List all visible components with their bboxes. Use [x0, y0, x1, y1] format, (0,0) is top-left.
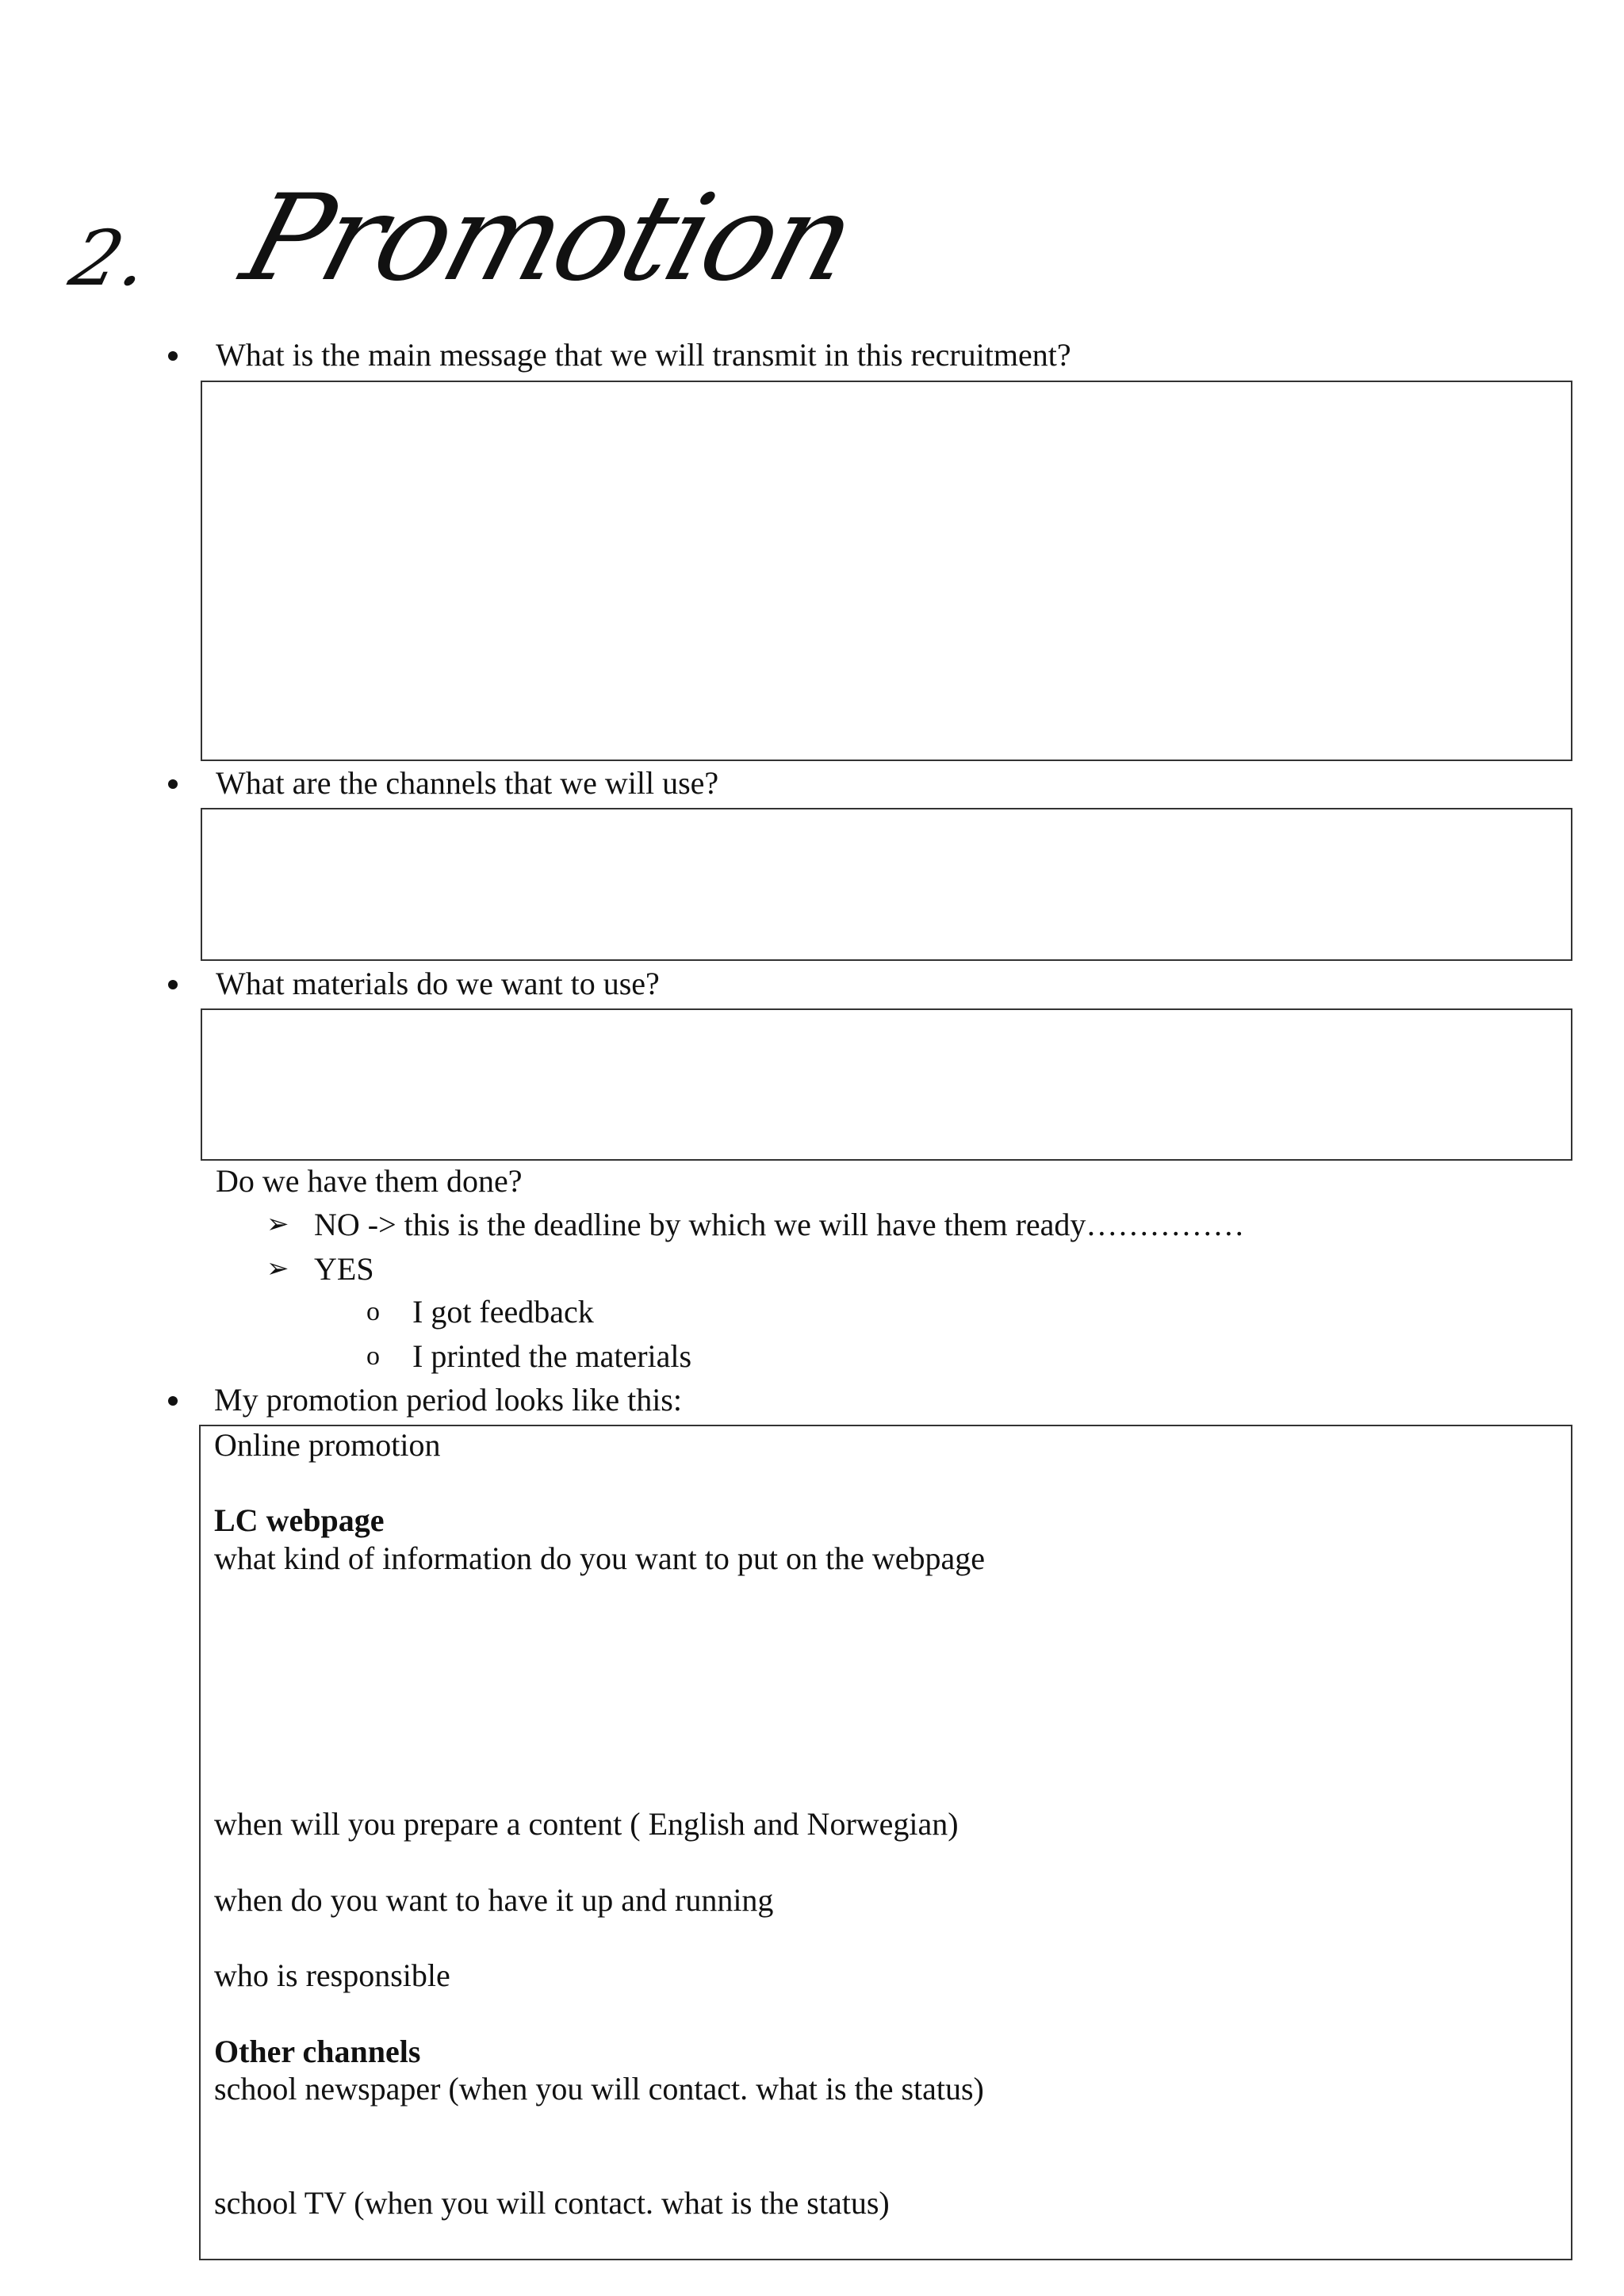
bullet-icon	[168, 980, 178, 989]
answer-box-channels[interactable]	[201, 808, 1572, 961]
answer-box-main-message[interactable]	[201, 381, 1572, 761]
question-promotion-period: My promotion period looks like this:	[214, 1382, 682, 1418]
circle-bullet-icon: o	[366, 1297, 380, 1326]
lc-webpage-heading: LC webpage	[214, 1502, 385, 1538]
option-no: NO -> this is the deadline by which we will have them ready……………	[314, 1207, 1245, 1242]
school-newspaper: school newspaper (when you will contact. what is the status)	[214, 2071, 984, 2107]
bullet-icon	[168, 351, 178, 361]
lc-webpage-info: what kind of information do you want to put on the webpage	[214, 1540, 986, 1576]
question-main-message: What is the main message that we will transmit in this recruitment?	[216, 337, 1071, 373]
answer-box-materials[interactable]	[201, 1008, 1572, 1161]
sub-option-feedback: I got feedback	[412, 1294, 594, 1330]
question-materials: What materials do we want to use?	[216, 966, 660, 1001]
responsible: who is responsible	[214, 1957, 450, 1993]
bullet-icon	[168, 1396, 178, 1406]
option-yes: YES	[314, 1251, 374, 1287]
question-channels: What are the channels that we will use?	[216, 765, 719, 801]
online-promotion-label: Online promotion	[214, 1427, 441, 1463]
other-channels-heading: Other channels	[214, 2034, 421, 2069]
section-number: 2.	[62, 214, 160, 303]
sub-option-printed: I printed the materials	[412, 1338, 692, 1374]
bullet-icon	[168, 779, 178, 789]
section-title: Promotion	[229, 170, 868, 308]
arrow-bullet-icon: ➢	[266, 1254, 289, 1284]
prepare-content: when will you prepare a content ( English and Norwegian)	[214, 1806, 959, 1842]
school-tv: school TV (when you will contact. what is the status)	[214, 2185, 890, 2221]
up-and-running: when do you want to have it up and running	[214, 1882, 774, 1918]
materials-done-question: Do we have them done?	[216, 1163, 523, 1199]
arrow-bullet-icon: ➢	[266, 1210, 289, 1239]
section-heading	[62, 159, 868, 308]
circle-bullet-icon: o	[366, 1341, 380, 1371]
